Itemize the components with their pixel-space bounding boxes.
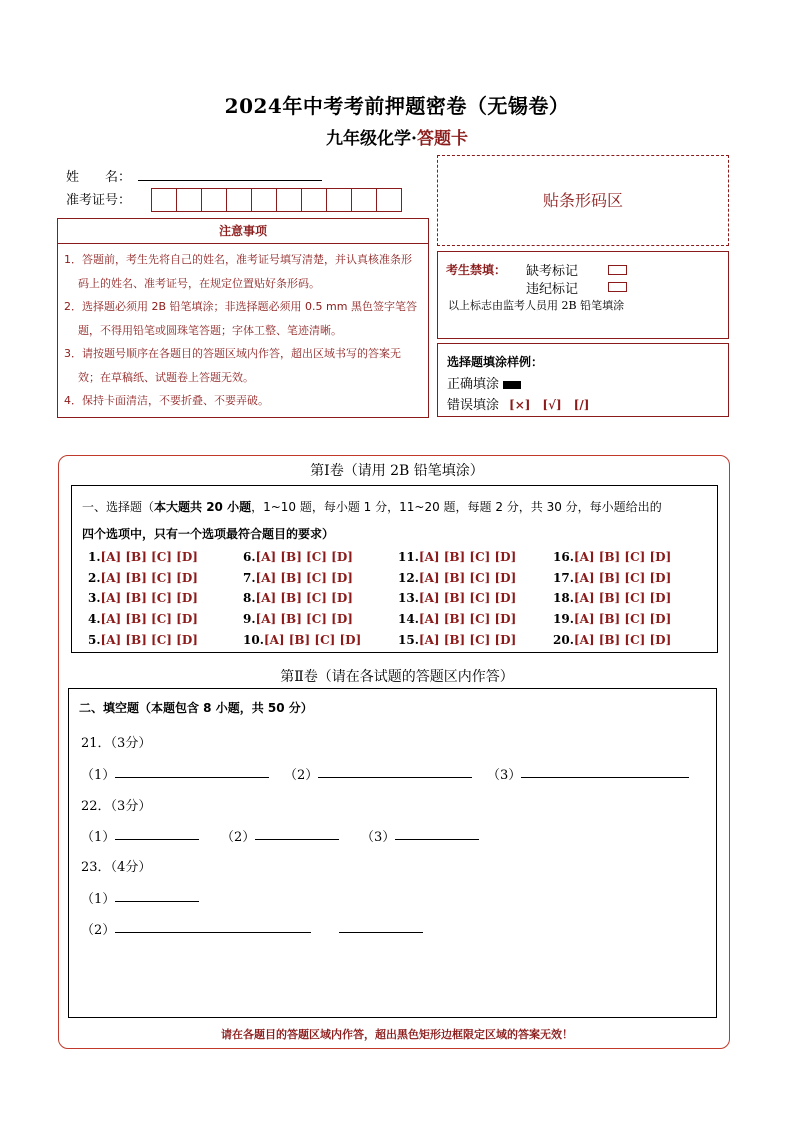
q23-part1-label: （1）: [81, 892, 116, 907]
question-23-label: 23．（4分）: [81, 860, 152, 875]
mc-answer-bubbles[interactable]: [A] [B] [C] [D]: [255, 591, 353, 606]
mc-answer-bubbles[interactable]: [A] [B] [C] [D]: [263, 632, 362, 647]
wrong-fill-row: [447, 394, 589, 413]
exam-id-digit-box[interactable]: [276, 188, 302, 212]
mc-answer-bubbles[interactable]: [A] [B] [C] [D]: [573, 591, 672, 606]
barcode-area: 贴条形码区: [437, 155, 729, 246]
mc-question-number: 5.: [88, 632, 101, 647]
mc-question-number: 11.: [398, 550, 419, 564]
mc-question[interactable]: [243, 612, 398, 633]
proctor-only-title: 考生禁填：: [446, 263, 507, 277]
mc-question[interactable]: [398, 550, 553, 571]
notice-box: [57, 218, 429, 418]
mc-answer-bubbles[interactable]: [A] [B] [C] [D]: [573, 632, 672, 647]
exam-id-digit-box[interactable]: [226, 188, 252, 212]
notice-item-4: 4．保持卡面清洁，不要折叠、不要弄破。: [64, 394, 269, 407]
exam-id-digit-box[interactable]: [351, 188, 377, 212]
mc-question-number: 4.: [88, 612, 101, 627]
proctor-note: 以上标志由监考人员用 2B 铅笔填涂: [448, 299, 625, 312]
mc-question-number: 6.: [243, 550, 256, 564]
exam-id-digit-box[interactable]: [301, 188, 327, 212]
violation-mark-label: 违纪标记: [526, 282, 579, 297]
mc-question[interactable]: [88, 591, 243, 612]
fill-sample-box: [437, 343, 729, 417]
mc-question[interactable]: [88, 612, 243, 633]
mc-answer-bubbles[interactable]: [A] [B] [C] [D]: [100, 570, 198, 585]
mc-question[interactable]: [243, 571, 398, 592]
answer-sheet-subtitle: [0, 124, 794, 149]
mc-question[interactable]: [553, 612, 708, 633]
absent-mark-box[interactable]: [608, 265, 627, 275]
mc-question[interactable]: [243, 591, 398, 612]
mc-question[interactable]: [553, 550, 708, 571]
notice-item-1: 1．答题前，考生先将自己的姓名，准考证号填写清楚，并认真核准条形码上的姓名、准考证号，在规定位置贴好条形码。: [64, 253, 412, 290]
proctor-only-box: [437, 251, 729, 339]
mc-question-number: 2.: [88, 570, 101, 585]
q21-part1-label: （1）: [81, 768, 116, 783]
mc-answer-bubbles[interactable]: [A] [B] [C] [D]: [100, 550, 198, 564]
mc-answer-bubbles[interactable]: [A] [B] [C] [D]: [100, 632, 198, 647]
mc-question[interactable]: [398, 571, 553, 592]
mc-question-number: 3.: [88, 591, 101, 606]
mc-question-number: 15.: [398, 632, 419, 647]
mc-row: [88, 633, 708, 654]
answer-card-label: 答题卡: [416, 129, 468, 149]
mc-answer-bubbles[interactable]: [A] [B] [C] [D]: [418, 570, 517, 585]
mc-answer-bubbles[interactable]: [A] [B] [C] [D]: [418, 591, 517, 606]
mc-question-number: 7.: [243, 570, 256, 585]
wrong-fill-marks: [×] [√] [/]: [509, 398, 590, 412]
mc-question[interactable]: [398, 591, 553, 612]
mc-answer-bubbles[interactable]: [A] [B] [C] [D]: [255, 550, 353, 564]
mc-answer-bubbles[interactable]: [A] [B] [C] [D]: [100, 612, 198, 627]
name-field[interactable]: [138, 180, 322, 181]
absent-mark-label: 缺考标记: [526, 264, 579, 279]
wrong-fill-label: 错误填涂: [447, 398, 500, 413]
correct-fill-label: 正确填涂: [447, 377, 500, 392]
mc-answer-bubbles[interactable]: [A] [B] [C] [D]: [418, 550, 517, 564]
fill-sample-title: 选择题填涂样例：: [447, 355, 544, 369]
mc-row: [88, 571, 708, 592]
mc-question-number: 9.: [243, 612, 256, 627]
mc-question-number: 1.: [88, 550, 101, 564]
fill-in-heading: 二、填空题（本题包含 8 小题，共 50 分）: [79, 701, 313, 715]
mc-question-number: 17.: [553, 570, 574, 585]
mc-question[interactable]: [398, 612, 553, 633]
exam-title: 2024年中考考前押题密卷（无锡卷）: [224, 94, 570, 118]
violation-mark-box[interactable]: [608, 282, 627, 292]
section1-title: 第Ⅰ卷（请用 2B 铅笔填涂）: [310, 463, 484, 479]
filled-mark-icon: [503, 381, 521, 389]
mc-answer-bubbles[interactable]: [A] [B] [C] [D]: [573, 570, 672, 585]
notice-item-3: 3．请按题号顺序在各题目的答题区域内作答，超出区域书写的答案无效；在草稿纸、试题卷上答题无效。: [64, 347, 401, 384]
mc-row: [88, 591, 708, 612]
q22-part3-blank[interactable]: [395, 839, 479, 840]
q22-part1-blank[interactable]: [115, 839, 199, 840]
mc-question[interactable]: [553, 633, 708, 654]
q22-part1-label: （1）: [81, 830, 116, 845]
mc-question-number: 19.: [553, 612, 574, 627]
mc-intro-b: 本大题共 20 小题: [154, 500, 252, 514]
mc-question-number: 13.: [398, 591, 419, 606]
subject-label: 九年级化学·: [326, 129, 417, 149]
mc-question-number: 20.: [553, 632, 574, 647]
mc-question-number: 18.: [553, 591, 574, 606]
mc-question[interactable]: [553, 591, 708, 612]
q23-part2-label: （2）: [81, 923, 116, 938]
multiple-choice-box: [71, 485, 718, 653]
question-22-label: 22．（3分）: [81, 799, 152, 814]
mc-answer-bubbles[interactable]: [A] [B] [C] [D]: [100, 591, 198, 606]
q22-part2-blank[interactable]: [255, 839, 339, 840]
mc-answer-bubbles[interactable]: [A] [B] [C] [D]: [573, 550, 672, 564]
mc-question-number: 8.: [243, 591, 256, 606]
mc-answer-bubbles[interactable]: [A] [B] [C] [D]: [418, 632, 517, 647]
name-label: 姓 名：: [66, 170, 132, 185]
fill-in-box: [68, 688, 717, 1018]
mc-question-number: 10.: [243, 632, 264, 647]
answer-bubble-grid: [88, 550, 708, 653]
exam-id-digit-box[interactable]: [326, 188, 352, 212]
mc-question-number: 16.: [553, 550, 574, 564]
mc-intro-d: 四个选项中，只有一个选项最符合题目的要求）: [82, 527, 335, 541]
mc-answer-bubbles[interactable]: [A] [B] [C] [D]: [255, 570, 353, 585]
mc-question[interactable]: [88, 633, 243, 654]
mc-answer-bubbles[interactable]: [A] [B] [C] [D]: [573, 612, 672, 627]
exam-id-digit-box[interactable]: [201, 188, 227, 212]
mc-question[interactable]: [553, 571, 708, 592]
correct-fill-row: [447, 373, 521, 392]
exam-id-label: 准考证号：: [66, 193, 132, 208]
q21-part3-blank[interactable]: [521, 777, 689, 778]
notice-item-2: 2．选择题必须用 2B 铅笔填涂；非选择题必须用 0.5 mm 黑色签字笔答题，不得用铅笔或圆珠笔答题；字体工整、笔迹清晰。: [64, 300, 417, 337]
mc-question-number: 12.: [398, 570, 419, 585]
q21-part2-blank[interactable]: [318, 777, 472, 778]
mc-row: [88, 612, 708, 633]
q23-part2-blank-a[interactable]: [115, 932, 311, 933]
exam-id-digit-box[interactable]: [251, 188, 277, 212]
question-21-label: 21．（3分）: [81, 736, 152, 751]
q21-part2-label: （2）: [284, 768, 319, 783]
mc-question[interactable]: [398, 633, 553, 654]
mc-question[interactable]: [88, 550, 243, 571]
mc-answer-bubbles[interactable]: [A] [B] [C] [D]: [255, 612, 353, 627]
mc-intro-c: ，1~10 题，每小题 1 分，11~20 题，每题 2 分，共 30 分，每小题给出的: [251, 500, 662, 514]
mc-question[interactable]: [243, 633, 398, 654]
mc-intro-a: 一、选择题（: [82, 500, 155, 514]
multiple-choice-instructions: [82, 494, 710, 548]
q21-part1-blank[interactable]: [115, 777, 269, 778]
exam-id-field[interactable]: [151, 188, 401, 212]
q23-part1-blank[interactable]: [115, 901, 199, 902]
exam-id-digit-box[interactable]: [376, 188, 402, 212]
mc-question[interactable]: [243, 550, 398, 571]
exam-id-digit-box[interactable]: [151, 188, 177, 212]
exam-id-digit-box[interactable]: [176, 188, 202, 212]
mc-question[interactable]: [88, 571, 243, 592]
notice-title: 注意事项: [58, 219, 428, 244]
mc-answer-bubbles[interactable]: [A] [B] [C] [D]: [418, 612, 517, 627]
section2-title: 第Ⅱ卷（请在各试题的答题区内作答）: [280, 669, 514, 685]
mc-question-number: 14.: [398, 612, 419, 627]
mc-row: [88, 550, 708, 571]
q23-part2-blank-b[interactable]: [339, 932, 423, 933]
q22-part3-label: （3）: [361, 830, 396, 845]
q21-part3-label: （3）: [487, 768, 522, 783]
q22-part2-label: （2）: [221, 830, 256, 845]
footer-warning: 请在各题目的答题区域内作答，超出黑色矩形边框限定区域的答案无效！: [221, 1028, 573, 1041]
